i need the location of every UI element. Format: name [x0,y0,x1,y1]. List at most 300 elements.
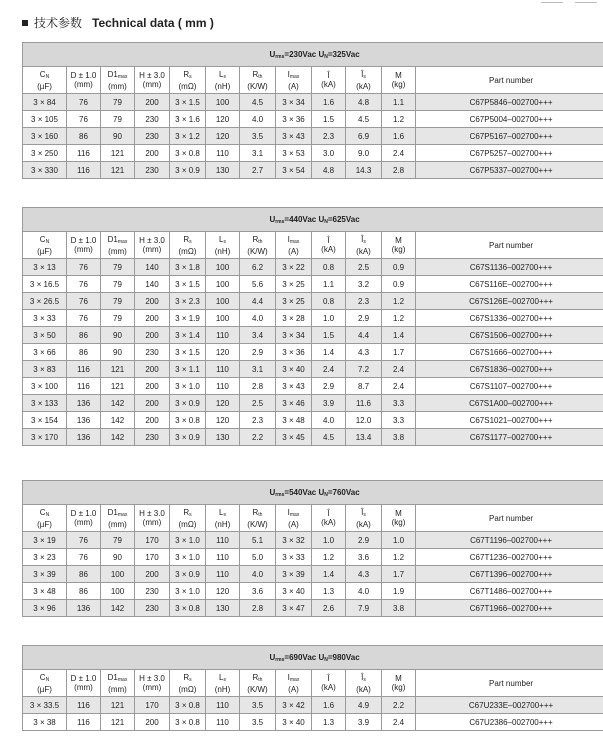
column-header [416,505,603,532]
table-cell: 2.9 [346,310,382,327]
column-header-subscript: s [189,676,192,683]
table-cell: 100 [101,583,135,600]
table-cell: 1.5 [312,111,346,128]
column-header-subscript: s [363,238,366,245]
table-cell: 230 [135,344,170,361]
table-cell: 121 [101,361,135,378]
column-header-unit: (mm) [142,683,162,692]
column-header [276,232,312,259]
column-header [135,67,170,94]
column-header-subscript: N [45,511,50,518]
table-cell: 3 × 43 [276,128,312,145]
table-cell: 3 × 1.5 [170,94,206,111]
column-header-unit: (kg) [391,518,406,527]
table-row [23,293,603,310]
table-cell: 121 [101,714,135,731]
table-cell: 2.4 [382,714,416,731]
part-number-cell: C67S1136–002700+++ [416,259,603,276]
table-cell: 3.8 [382,429,416,446]
column-header-name: C [39,507,46,517]
table-cell: 1.4 [312,344,346,361]
table-cell: 0.9 [382,259,416,276]
column-header-subscript: s [189,511,192,518]
table-cell: 110 [206,145,240,162]
table-cell: 3 × 0.8 [170,145,206,162]
column-header-unit: (kg) [391,245,406,254]
table-cell: 110 [206,378,240,395]
table-voltage-title [23,208,603,232]
table-cell: 1.0 [312,310,346,327]
column-header-unit: (µF) [37,684,52,694]
table-cell: 3 × 40 [276,714,312,731]
table-cell: 120 [206,395,240,412]
table-cell: 142 [101,600,135,617]
table-cell: 3 × 0.9 [170,429,206,446]
table-cell: 7.2 [346,361,382,378]
column-header-name: I [287,234,290,244]
column-header-row [23,670,603,697]
table-cell: 200 [135,310,170,327]
table-cell: 1.6 [382,128,416,145]
column-header-name: D1 [107,507,118,517]
table-cell: 90 [101,128,135,145]
table-cell: 12.0 [346,412,382,429]
table-cell: 0.8 [312,259,346,276]
column-header-name: Î [327,509,330,518]
part-number-cell: C67S1177–002700+++ [416,429,603,446]
column-header-name: R [252,234,259,244]
table-cell: 3 × 1.9 [170,310,206,327]
table-cell: 3 × 2.3 [170,293,206,310]
table-cell: 4.0 [240,310,276,327]
table-row [23,429,603,446]
column-header-name: L [219,672,224,682]
table-cell: 3 × 0.9 [170,395,206,412]
column-header [101,67,135,94]
table-cell: 140 [135,259,170,276]
table-cell: 142 [101,429,135,446]
table-cell: 3 × 39 [23,566,67,583]
table-cell: 4.0 [240,566,276,583]
table-cell: 5.1 [240,532,276,549]
table-cell: 4.5 [240,94,276,111]
column-header-name: M [395,509,402,518]
column-header-name: R [252,672,259,682]
column-header [382,232,416,259]
table-cell: 136 [67,412,101,429]
table-cell: 3 × 33 [276,549,312,566]
column-header-name: Î [361,672,364,682]
heading-chinese: 技术参数 [34,16,83,30]
table-cell: 4.0 [312,412,346,429]
table-cell: 100 [206,259,240,276]
column-header [23,67,67,94]
table-cell: 3.3 [382,412,416,429]
voltage-title-part: rms [275,53,285,60]
table-cell: 2.8 [240,378,276,395]
table-cell: 1.7 [382,344,416,361]
column-header-name: Î [361,234,364,244]
table-cell: 3 × 133 [23,395,67,412]
square-bullet-icon [22,20,28,26]
column-header [382,505,416,532]
table-cell: 0.8 [312,293,346,310]
table-cell: 1.2 [382,310,416,327]
column-header [276,505,312,532]
part-number-cell: C67S1107–002700+++ [416,378,603,395]
table-cell: 13.4 [346,429,382,446]
table-cell: 3.9 [346,714,382,731]
table-cell: 116 [67,162,101,179]
table-cell: 3 × 53 [276,145,312,162]
voltage-title-part: =230Vac U [284,49,325,59]
table-cell: 76 [67,293,101,310]
column-header [206,67,240,94]
column-header-name: D1 [107,234,118,244]
column-header [101,670,135,697]
table-cell: 3 × 84 [23,94,67,111]
voltage-title-part: =760Vac [327,487,360,497]
voltage-title-part: N [324,218,328,225]
table-cell: 116 [67,361,101,378]
part-number-cell: C67S126E–002700+++ [416,293,603,310]
column-header-subscript: N [45,73,50,80]
column-header-subscript: max [289,511,300,518]
table-cell: 3.6 [240,583,276,600]
column-header [67,505,101,532]
column-header-name: Part number [489,75,534,85]
column-header-subscript: s [223,238,226,245]
table-cell: 4.4 [240,293,276,310]
table-cell: 3 × 48 [276,412,312,429]
column-header-unit: (K/W) [247,684,268,694]
table-cell: 3 × 0.8 [170,412,206,429]
table-row [23,276,603,293]
table-cell: 3 × 36 [276,111,312,128]
table-cell: 200 [135,395,170,412]
table-cell: 100 [101,566,135,583]
table-cell: 200 [135,714,170,731]
table-cell: 3 × 48 [23,583,67,600]
table-cell: 2.7 [240,162,276,179]
column-header [101,232,135,259]
column-header-name: D ± 1.0 [70,674,97,683]
table-cell: 2.4 [382,145,416,162]
table-cell: 2.4 [382,361,416,378]
table-cell: 3.6 [346,549,382,566]
voltage-title-part: =980Vac [327,652,360,662]
column-header-name: R [252,507,259,517]
voltage-title-part: U [269,214,276,224]
table-cell: 11.6 [346,395,382,412]
table-cell: 116 [67,378,101,395]
column-header-name: D1 [107,672,118,682]
table-cell: 3 × 0.9 [170,162,206,179]
part-number-cell: C67P5004–002700+++ [416,111,603,128]
column-header [23,505,67,532]
table-cell: 3.0 [312,145,346,162]
column-header-name: M [395,674,402,683]
table-row [23,395,603,412]
table-cell: 76 [67,532,101,549]
column-header-unit: (K/W) [247,81,268,91]
table-cell: 2.2 [240,429,276,446]
table-cell: 1.0 [382,532,416,549]
column-header-name: D ± 1.0 [70,71,97,80]
column-header [346,232,382,259]
column-header-row [23,232,603,259]
column-header-unit: (µF) [37,246,52,256]
table-cell: 4.5 [312,429,346,446]
column-header-name: R [183,507,190,517]
column-header-subscript: N [45,676,50,683]
table-cell: 86 [67,327,101,344]
table-cell: 3 × 1.8 [170,259,206,276]
column-header [276,67,312,94]
table-row [23,549,603,566]
column-header [346,505,382,532]
column-header [67,670,101,697]
voltage-title-part: N [324,656,328,663]
column-header-name: D ± 1.0 [70,509,97,518]
table-cell: 3 × 0.8 [170,697,206,714]
table-cell: 3 × 33.5 [23,697,67,714]
column-header-subscript: max [117,676,128,683]
table-cell: 230 [135,429,170,446]
table-cell: 1.6 [312,94,346,111]
table-cell: 3 × 1.0 [170,583,206,600]
table-cell: 2.2 [382,697,416,714]
column-header [416,670,603,697]
part-number-cell: C67T1196–002700+++ [416,532,603,549]
table-cell: 3 × 250 [23,145,67,162]
table-cell: 142 [101,395,135,412]
table-cell: 3.8 [382,600,416,617]
table-cell: 2.4 [312,361,346,378]
part-number-cell: C67P5846–002700+++ [416,94,603,111]
column-header-unit: (A) [288,684,299,694]
table-cell: 4.9 [346,697,382,714]
table-cell: 3 × 34 [276,94,312,111]
column-header-subscript: th [258,238,263,245]
part-number-cell: C67S1021–002700+++ [416,412,603,429]
table-cell: 1.2 [382,111,416,128]
part-number-cell: C67P5337–002700+++ [416,162,603,179]
column-header-name: H ± 3.0 [139,674,165,683]
table-cell: 1.2 [382,293,416,310]
table-cell: 1.4 [382,327,416,344]
column-header [382,670,416,697]
column-header-subscript: s [223,511,226,518]
column-header-name: I [287,69,290,79]
table-cell: 136 [67,600,101,617]
table-cell: 110 [206,361,240,378]
table-cell: 3.4 [240,327,276,344]
voltage-title-part: =690Vac U [284,652,325,662]
table-cell: 2.3 [240,412,276,429]
table-cell: 3 × 0.8 [170,600,206,617]
voltage-title-part: U [269,652,276,662]
table-cell: 86 [67,128,101,145]
voltage-title-part: U [269,49,276,59]
table-cell: 4.0 [346,583,382,600]
voltage-title-part: =625Vac [327,214,360,224]
table-row [23,327,603,344]
column-header-subscript: s [363,511,366,518]
column-header-row [23,505,603,532]
table-cell: 8.7 [346,378,382,395]
table-cell: 86 [67,583,101,600]
table-cell: 200 [135,293,170,310]
column-header-subscript: s [363,676,366,683]
table-cell: 76 [67,259,101,276]
table-cell: 3 × 154 [23,412,67,429]
column-header-subscript: N [45,238,50,245]
table-cell: 1.9 [382,583,416,600]
table-cell: 130 [206,429,240,446]
table-row [23,697,603,714]
table-cell: 130 [206,162,240,179]
table-cell: 230 [135,583,170,600]
table-cell: 170 [135,532,170,549]
voltage-title-part: =440Vac U [284,214,325,224]
table-cell: 4.0 [240,111,276,128]
table-cell: 79 [101,293,135,310]
column-header-unit: (mΩ) [178,684,197,694]
column-header [135,670,170,697]
column-header-name: Part number [489,678,534,688]
column-header-unit: (nH) [214,81,231,91]
column-header-unit: (mm) [74,245,93,254]
table-row [23,412,603,429]
table-cell: 79 [101,310,135,327]
table-cell: 3 × 50 [23,327,67,344]
table-cell: 200 [135,361,170,378]
table-voltage-title [23,646,603,670]
table-cell: 3 × 1.0 [170,378,206,395]
table-cell: 3 × 160 [23,128,67,145]
column-header-subscript: th [258,676,263,683]
table-cell: 3 × 1.6 [170,111,206,128]
column-header [346,67,382,94]
table-cell: 1.1 [312,276,346,293]
table-cell: 110 [206,327,240,344]
part-number-cell: C67T1396–002700+++ [416,566,603,583]
column-header-unit: (nH) [214,684,231,694]
column-header-name: C [39,234,46,244]
column-header-unit: (mm) [74,80,93,89]
part-number-cell: C67S1506–002700+++ [416,327,603,344]
column-header [240,670,276,697]
table-cell: 1.5 [312,327,346,344]
column-header-unit: (A) [288,519,299,529]
table-cell: 2.5 [346,259,382,276]
table-cell: 1.0 [312,532,346,549]
table-cell: 3 × 33 [23,310,67,327]
column-header-unit: (µF) [37,519,52,529]
column-header-unit: (mm) [108,246,127,256]
table-cell: 3.1 [240,145,276,162]
table-row [23,111,603,128]
column-header-unit: (mΩ) [178,519,197,529]
table-cell: 79 [101,259,135,276]
column-header-unit: (K/W) [247,519,268,529]
table-row [23,714,603,731]
column-header-name: M [395,236,402,245]
part-number-cell: C67S116E–002700+++ [416,276,603,293]
table-voltage-title [23,481,603,505]
part-number-cell: C67S1336–002700+++ [416,310,603,327]
table-cell: 2.9 [312,378,346,395]
table-cell: 3 × 1.0 [170,532,206,549]
table-cell: 110 [206,566,240,583]
table-cell: 121 [101,162,135,179]
table-cell: 3 × 1.4 [170,327,206,344]
table-cell: 120 [206,412,240,429]
table-cell: 3.5 [240,697,276,714]
column-header [170,670,206,697]
column-header-unit: (µF) [37,81,52,91]
voltage-title-part: N [324,491,328,498]
table-cell: 170 [135,549,170,566]
column-header-subscript: s [189,238,192,245]
column-header-subscript: max [117,511,128,518]
column-header-name: C [39,672,46,682]
column-header-name: Î [361,69,364,79]
table-cell: 3.1 [240,361,276,378]
column-header [382,67,416,94]
column-header-name: R [183,672,190,682]
table-cell: 3 × 1.2 [170,128,206,145]
column-header-unit: (A) [288,246,299,256]
table-cell: 86 [67,566,101,583]
column-header-name: M [395,71,402,80]
table-cell: 1.3 [312,583,346,600]
voltage-title-part: =540Vac U [284,487,325,497]
column-header-row [23,67,603,94]
table-cell: 86 [67,344,101,361]
column-header-unit: (mm) [108,81,127,91]
column-header-subscript: max [289,73,300,80]
table-cell: 3 × 1.5 [170,276,206,293]
column-header-name: R [183,234,190,244]
table-cell: 110 [206,697,240,714]
table-cell: 90 [101,549,135,566]
table-title-row [23,646,603,670]
table-row [23,600,603,617]
table-cell: 3 × 42 [276,697,312,714]
table-cell: 100 [206,94,240,111]
table-cell: 2.4 [382,378,416,395]
column-header [312,670,346,697]
table-cell: 2.6 [312,600,346,617]
table-cell: 7.9 [346,600,382,617]
column-header [67,232,101,259]
voltage-title-part: rms [275,218,285,225]
table-cell: 4.8 [312,162,346,179]
column-header-subscript: max [289,238,300,245]
column-header-unit: (kA) [356,246,371,256]
table-cell: 3 × 83 [23,361,67,378]
voltage-title-part: rms [275,491,285,498]
table-cell: 230 [135,128,170,145]
table-cell: 200 [135,566,170,583]
table-cell: 3 × 25 [276,293,312,310]
spec-table [22,42,603,179]
table-cell: 3 × 96 [23,600,67,617]
table-cell: 3 × 32 [276,532,312,549]
table-row [23,310,603,327]
